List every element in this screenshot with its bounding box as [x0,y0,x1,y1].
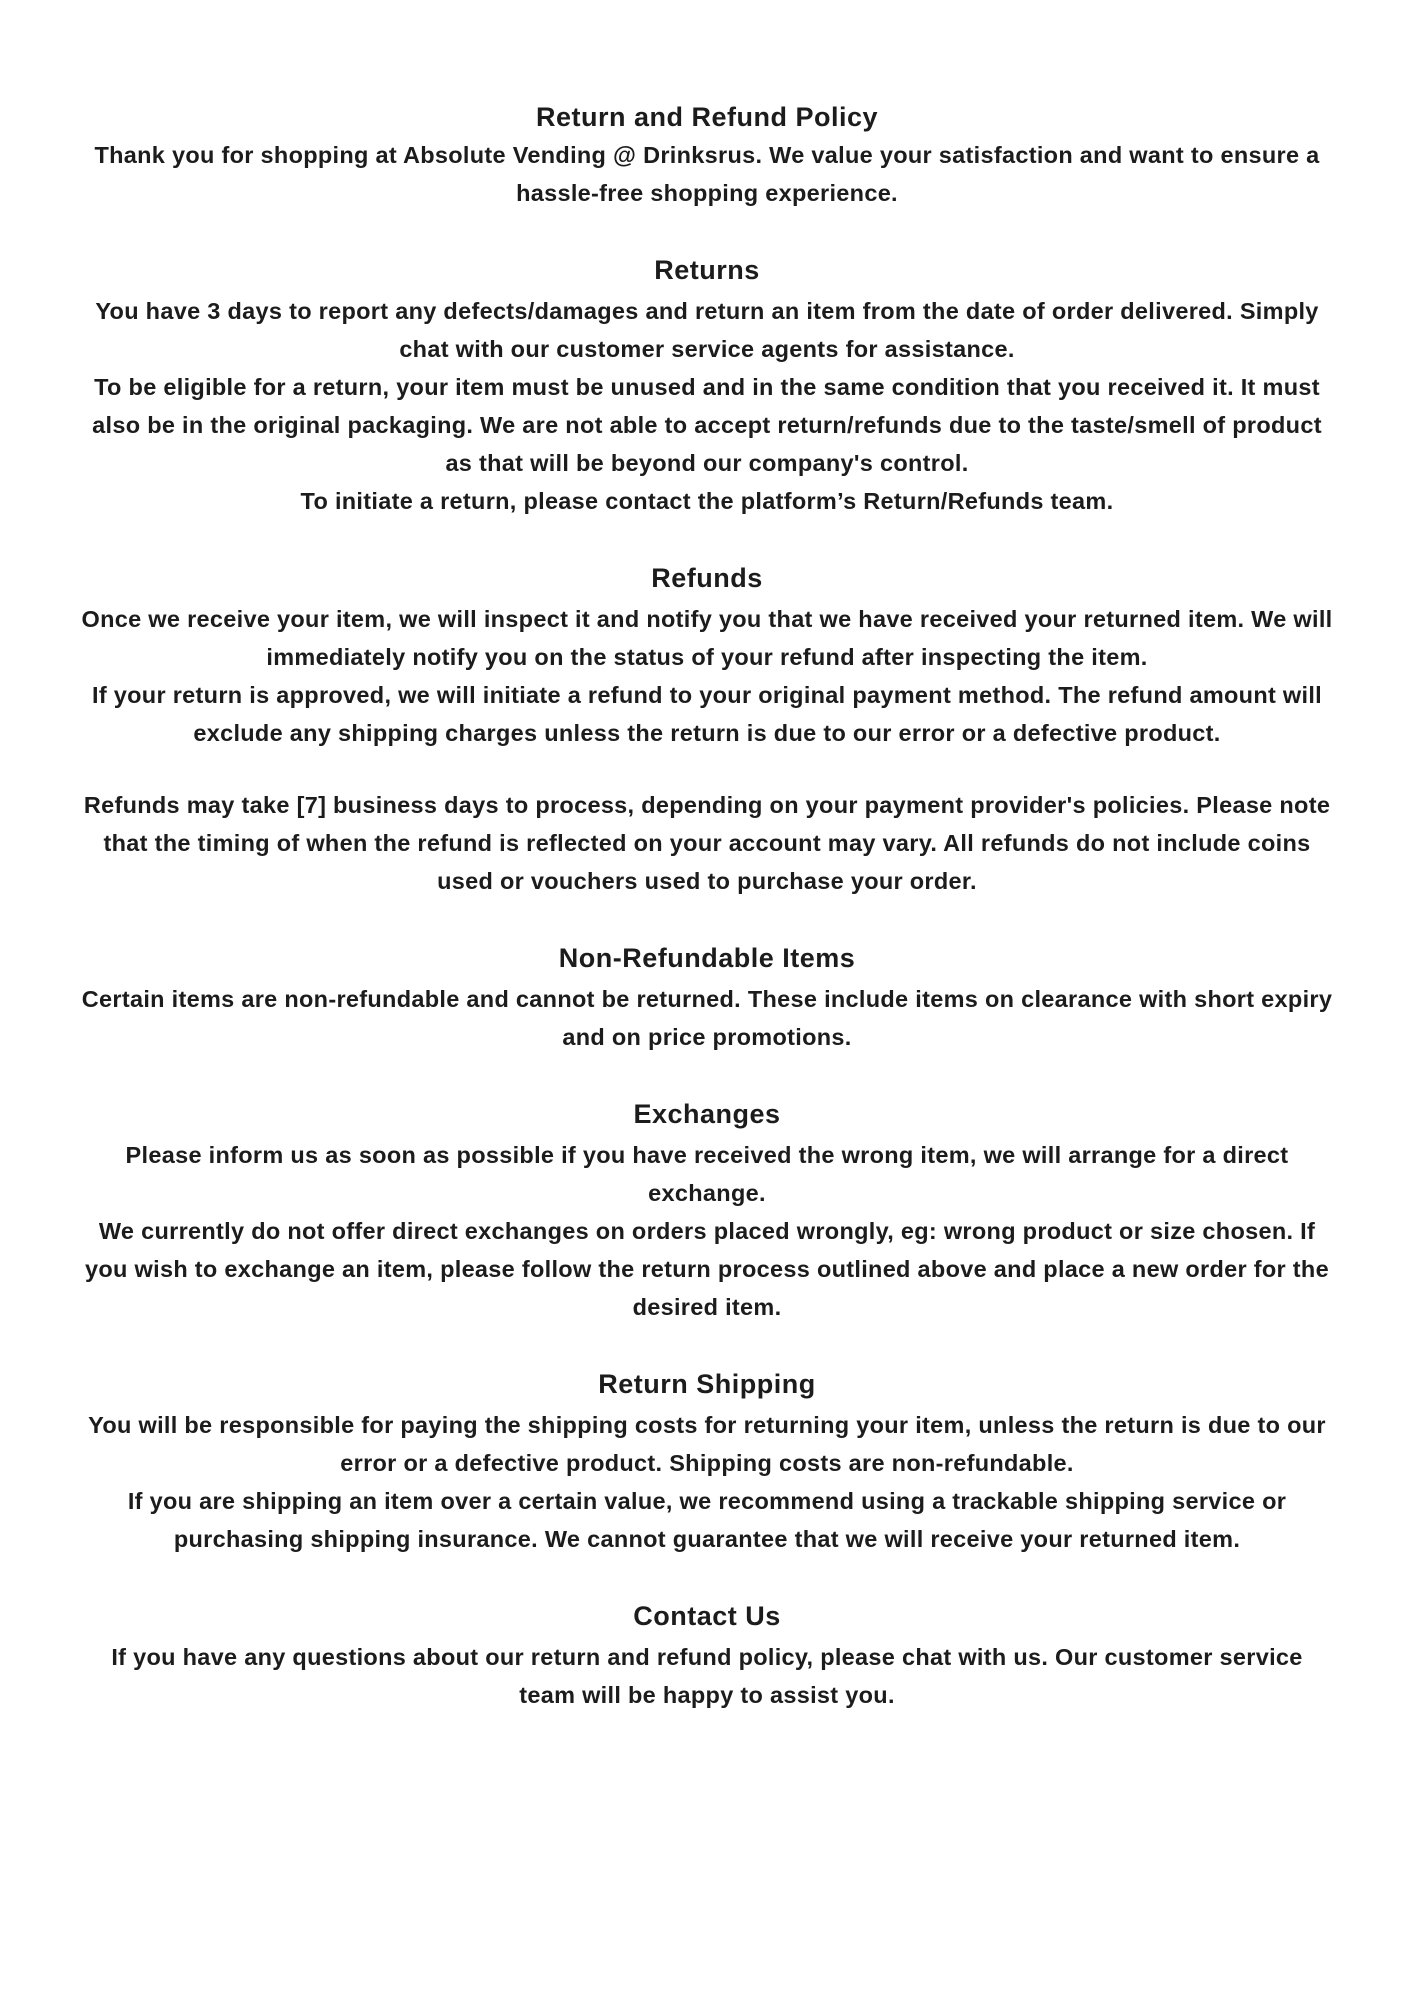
section-exchanges [81,1094,1333,1326]
paragraph: If you are shipping an item over a certain value, we recommend using a trackable shipping service or purchasing shipping insurance. We cannot guarantee that we will receive your returned item. [127,1488,1287,1552]
paragraph: To initiate a return, please contact the platform’s Return/Refunds team. [300,488,1114,514]
page-title: Return and Refund Policy [535,102,879,132]
section-returns [81,250,1333,520]
paragraph: Refunds may take [7] business days to process, depending on your payment provider's policies. Please note that the timing of when the refund is reflected on your account may vary. All refunds do not include coins used or vouchers used to purchase your order. [83,792,1331,894]
paragraph: If you have any questions about our return and refund policy, please chat with us. Our customer service team will be happy to assist you. [111,1644,1303,1708]
section-contact-us [81,1596,1333,1714]
section-heading-return-shipping: Return Shipping [598,1369,816,1399]
paragraph: Once we receive your item, we will inspect it and notify you that we have received your returned item. We will immediately notify you on the status of your refund after inspecting the item. [81,606,1333,670]
paragraph: Certain items are non-refundable and cannot be returned. These include items on clearance with short expiry and on price promotions. [81,986,1333,1050]
section-non-refundable-items [81,938,1333,1056]
intro-paragraph: Thank you for shopping at Absolute Vending @ Drinksrus. We value your satisfaction and want to ensure a hassle-free shopping experience. [94,142,1320,206]
section-heading-returns: Returns [654,255,760,285]
section-return-shipping [81,1364,1333,1558]
section-refunds [81,558,1333,900]
section-heading-exchanges: Exchanges [633,1099,781,1129]
paragraph: Please inform us as soon as possible if you have received the wrong item, we will arrange for a direct exchange. [125,1142,1289,1206]
paragraph: You will be responsible for paying the shipping costs for returning your item, unless the return is due to our error or a defective product. Shipping costs are non-refundable. [88,1412,1326,1476]
section-heading-contact-us: Contact Us [633,1601,781,1631]
section-heading-non-refundable-items: Non-Refundable Items [558,943,856,973]
section-heading-refunds: Refunds [651,563,763,593]
paragraph: To be eligible for a return, your item must be unused and in the same condition that you received it. It must also be in the original packaging. We are not able to accept return/refunds due to the taste/smell of product as that will be beyond our company's control. [92,374,1322,476]
paragraph: You have 3 days to report any defects/damages and return an item from the date of order delivered. Simply chat with our customer service agents for assistance. [95,298,1319,362]
paragraph: We currently do not offer direct exchanges on orders placed wrongly, eg: wrong product or size chosen. If you wish to exchange an item, please follow the return process outlined above and place a new order for the desired item. [85,1218,1329,1320]
paragraph: If your return is approved, we will initiate a refund to your original payment method. The refund amount will exclude any shipping charges unless the return is due to our error or a defective product. [91,682,1323,746]
policy-content [81,98,1333,1714]
